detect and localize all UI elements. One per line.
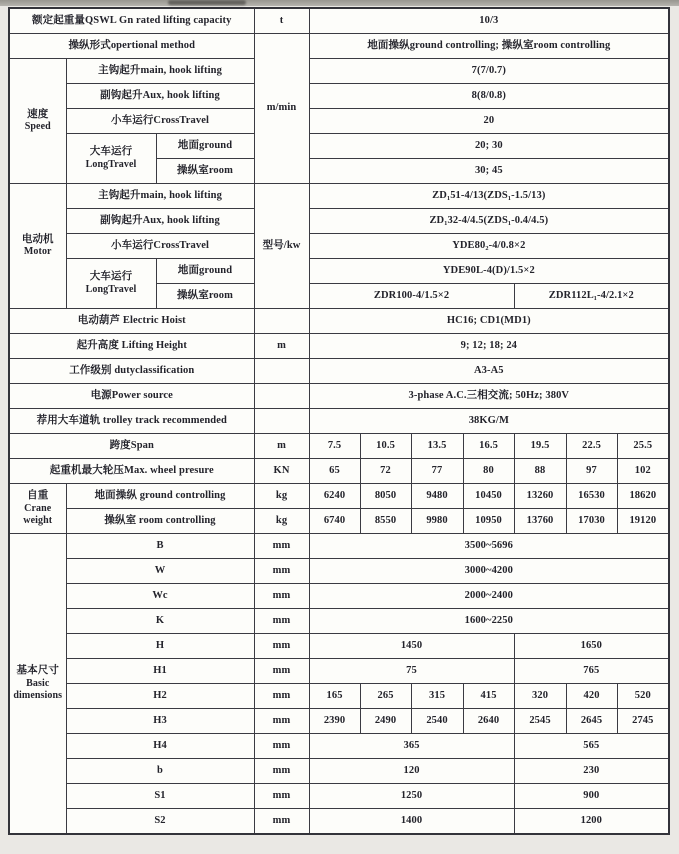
row-dim-K	[9, 609, 669, 634]
scan-edge-strip	[0, 0, 679, 6]
dim-K-label: K	[66, 609, 254, 634]
dim-S1-unit: mm	[254, 784, 309, 809]
speed-main-hook-label: 主钩起升main, hook lifting	[66, 59, 254, 84]
speed-main-hook-value: 7(7/0.7)	[309, 59, 669, 84]
dim-S1-value-left: 1250	[309, 784, 514, 809]
dim-H3-value: 2545	[514, 709, 566, 734]
lifting-height-unit: m	[254, 334, 309, 359]
row-duty-classification	[9, 359, 669, 384]
dim-H2-unit: mm	[254, 684, 309, 709]
dimensions-group-label	[9, 534, 66, 835]
span-unit: m	[254, 434, 309, 459]
weight-ground-value: 8050	[360, 484, 411, 509]
dim-W-label: W	[66, 559, 254, 584]
weight-room-value: 9980	[411, 509, 463, 534]
dim-H2-label: H2	[66, 684, 254, 709]
trolley-track-value: 38KG/M	[309, 409, 669, 434]
row-weight-room	[9, 509, 669, 534]
scan-smudge	[168, 0, 246, 5]
trolley-track-unit	[254, 409, 309, 434]
span-value: 22.5	[566, 434, 617, 459]
dim-Wc-unit: mm	[254, 584, 309, 609]
rated-capacity-label: 额定起重量QSWL Gn rated lifting capacity	[9, 8, 254, 34]
dim-H2-value: 315	[411, 684, 463, 709]
dim-H2-value: 320	[514, 684, 566, 709]
dim-b-unit: mm	[254, 759, 309, 784]
row-motor-main-hook	[9, 184, 669, 209]
dim-H4-unit: mm	[254, 734, 309, 759]
trolley-track-label: 荐用大车道轨 trolley track recommended	[9, 409, 254, 434]
motor-aux-hook-value: ZD₁32-4/4.5(ZDS₁-0.4/4.5)	[309, 209, 669, 234]
dim-B-value: 3500~5696	[309, 534, 669, 559]
motor-long-travel-zh: 大车运行	[89, 271, 133, 283]
crane-weight-group-label	[9, 484, 66, 534]
speed-group-zh: 速度	[27, 108, 49, 120]
dim-H4-value-right: 565	[514, 734, 669, 759]
row-dim-S1	[9, 784, 669, 809]
lifting-height-value: 9; 12; 18; 24	[309, 334, 669, 359]
row-operational-method	[9, 34, 669, 59]
row-dim-H1	[9, 659, 669, 684]
row-motor-long-travel-ground	[9, 259, 669, 284]
dim-Wc-label: Wc	[66, 584, 254, 609]
weight-ground-value: 16530	[566, 484, 617, 509]
row-dim-H	[9, 634, 669, 659]
row-dim-b	[9, 759, 669, 784]
span-value: 19.5	[514, 434, 566, 459]
row-dim-W	[9, 559, 669, 584]
wheel-pressure-unit: KN	[254, 459, 309, 484]
row-motor-aux-hook	[9, 209, 669, 234]
motor-group-en: Motor	[23, 246, 52, 258]
motor-lt-room-value-right: ZDR112L₁-4/2.1×2	[514, 284, 669, 309]
span-value: 16.5	[463, 434, 514, 459]
speed-long-travel-en: LongTravel	[85, 158, 137, 170]
motor-long-travel-label	[66, 259, 156, 309]
row-weight-ground	[9, 484, 669, 509]
weight-ground-unit: kg	[254, 484, 309, 509]
weight-ground-value: 13260	[514, 484, 566, 509]
dim-S1-value-right: 900	[514, 784, 669, 809]
dim-B-unit: mm	[254, 534, 309, 559]
weight-room-value: 17030	[566, 509, 617, 534]
span-value: 7.5	[309, 434, 360, 459]
crane-weight-en: Crane weight	[23, 502, 53, 526]
weight-room-label: 操纵室 room controlling	[66, 509, 254, 534]
speed-long-travel-zh: 大车运行	[89, 146, 133, 158]
dim-W-unit: mm	[254, 559, 309, 584]
weight-ground-value: 6240	[309, 484, 360, 509]
dim-H-label: H	[66, 634, 254, 659]
speed-group-label	[9, 59, 66, 184]
motor-cross-travel-label: 小车运行CrossTravel	[66, 234, 254, 259]
wheel-pressure-value: 97	[566, 459, 617, 484]
dim-H4-label: H4	[66, 734, 254, 759]
speed-lt-ground-label: 地面ground	[156, 134, 254, 159]
row-dim-H3	[9, 709, 669, 734]
weight-ground-value: 9480	[411, 484, 463, 509]
dim-H-unit: mm	[254, 634, 309, 659]
weight-room-value: 10950	[463, 509, 514, 534]
rated-capacity-unit: t	[254, 8, 309, 34]
motor-lt-ground-label: 地面ground	[156, 259, 254, 284]
motor-group-zh: 电动机	[21, 233, 54, 245]
rated-capacity-value: 10/3	[309, 8, 669, 34]
span-label: 跨度Span	[9, 434, 254, 459]
row-rated-capacity	[9, 8, 669, 34]
dim-B-label: B	[66, 534, 254, 559]
dim-S2-value-right: 1200	[514, 809, 669, 835]
row-wheel-pressure	[9, 459, 669, 484]
dim-H3-unit: mm	[254, 709, 309, 734]
wheel-pressure-value: 65	[309, 459, 360, 484]
operational-method-label: 操纵形式opertional method	[9, 34, 254, 59]
dim-H2-value: 265	[360, 684, 411, 709]
dim-S1-label: S1	[66, 784, 254, 809]
dim-H2-value: 420	[566, 684, 617, 709]
dim-H-value-right: 1650	[514, 634, 669, 659]
dim-H-value-left: 1450	[309, 634, 514, 659]
weight-ground-value: 10450	[463, 484, 514, 509]
electric-hoist-unit	[254, 309, 309, 334]
power-source-value: 3-phase A.C.三相交流; 50Hz; 380V	[309, 384, 669, 409]
row-span	[9, 434, 669, 459]
row-dim-S2	[9, 809, 669, 835]
dim-H3-value: 2390	[309, 709, 360, 734]
dim-b-value-left: 120	[309, 759, 514, 784]
wheel-pressure-label: 起重机最大轮压Max. wheel presure	[9, 459, 254, 484]
row-power-source	[9, 384, 669, 409]
row-dim-Wc	[9, 584, 669, 609]
dim-H2-value: 415	[463, 684, 514, 709]
speed-lt-ground-value: 20; 30	[309, 134, 669, 159]
dim-H3-value: 2745	[617, 709, 669, 734]
dim-K-unit: mm	[254, 609, 309, 634]
crane-spec-table	[8, 7, 670, 835]
weight-ground-label: 地面操纵 ground controlling	[66, 484, 254, 509]
dim-S2-label: S2	[66, 809, 254, 835]
power-source-unit	[254, 384, 309, 409]
dimensions-group-en: Basic dimensions	[13, 677, 63, 701]
duty-classification-label: 工作级别 dutyclassification	[9, 359, 254, 384]
weight-room-value: 13760	[514, 509, 566, 534]
duty-classification-unit	[254, 359, 309, 384]
dim-H2-value: 520	[617, 684, 669, 709]
weight-room-value: 8550	[360, 509, 411, 534]
speed-lt-room-label: 操纵室room	[156, 159, 254, 184]
motor-unit: 型号/kw	[254, 184, 309, 309]
dim-H1-value-left: 75	[309, 659, 514, 684]
row-trolley-track	[9, 409, 669, 434]
wheel-pressure-value: 80	[463, 459, 514, 484]
speed-aux-hook-value: 8(8/0.8)	[309, 84, 669, 109]
dim-H3-label: H3	[66, 709, 254, 734]
speed-cross-travel-label: 小车运行CrossTravel	[66, 109, 254, 134]
span-value: 25.5	[617, 434, 669, 459]
wheel-pressure-value: 77	[411, 459, 463, 484]
row-speed-main-hook	[9, 59, 669, 84]
speed-cross-travel-value: 20	[309, 109, 669, 134]
motor-main-hook-label: 主钩起升main, hook lifting	[66, 184, 254, 209]
motor-aux-hook-label: 副钩起升Aux, hook lifting	[66, 209, 254, 234]
dim-H4-value-left: 365	[309, 734, 514, 759]
dim-H3-value: 2540	[411, 709, 463, 734]
weight-ground-value: 18620	[617, 484, 669, 509]
motor-main-hook-value: ZD₁51-4/13(ZDS₁-1.5/13)	[309, 184, 669, 209]
dim-b-value-right: 230	[514, 759, 669, 784]
weight-room-value: 6740	[309, 509, 360, 534]
dim-H1-value-right: 765	[514, 659, 669, 684]
wheel-pressure-value: 102	[617, 459, 669, 484]
dim-H1-label: H1	[66, 659, 254, 684]
motor-cross-travel-value: YDE80₂-4/0.8×2	[309, 234, 669, 259]
speed-group-en: Speed	[24, 121, 51, 133]
dim-H1-unit: mm	[254, 659, 309, 684]
motor-lt-room-label: 操纵室room	[156, 284, 254, 309]
speed-long-travel-label	[66, 134, 156, 184]
electric-hoist-label: 电动葫芦 Electric Hoist	[9, 309, 254, 334]
operational-method-value: 地面操纵ground controlling; 操纵室room controlling	[309, 34, 669, 59]
dim-H3-value: 2645	[566, 709, 617, 734]
crane-weight-zh: 自重	[27, 490, 49, 502]
dim-S2-unit: mm	[254, 809, 309, 835]
lifting-height-label: 起升高度 Lifting Height	[9, 334, 254, 359]
speed-unit: m/min	[254, 34, 309, 184]
motor-long-travel-en: LongTravel	[85, 283, 137, 295]
dim-K-value: 1600~2250	[309, 609, 669, 634]
dim-H2-value: 165	[309, 684, 360, 709]
span-value: 13.5	[411, 434, 463, 459]
dim-S2-value-left: 1400	[309, 809, 514, 835]
speed-aux-hook-label: 副钩起升Aux, hook lifting	[66, 84, 254, 109]
row-lifting-height	[9, 334, 669, 359]
row-motor-cross-travel	[9, 234, 669, 259]
electric-hoist-value: HC16; CD1(MD1)	[309, 309, 669, 334]
dim-W-value: 3000~4200	[309, 559, 669, 584]
motor-lt-ground-value: YDE90L-4(D)/1.5×2	[309, 259, 669, 284]
dim-H3-value: 2640	[463, 709, 514, 734]
dim-Wc-value: 2000~2400	[309, 584, 669, 609]
row-speed-cross-travel	[9, 109, 669, 134]
row-speed-long-travel-ground	[9, 134, 669, 159]
power-source-label: 电源Power source	[9, 384, 254, 409]
row-speed-aux-hook	[9, 84, 669, 109]
row-dim-H2	[9, 684, 669, 709]
wheel-pressure-value: 72	[360, 459, 411, 484]
row-dim-H4	[9, 734, 669, 759]
weight-room-value: 19120	[617, 509, 669, 534]
dimensions-group-zh: 基本尺寸	[16, 665, 59, 677]
span-value: 10.5	[360, 434, 411, 459]
motor-group-label	[9, 184, 66, 309]
motor-lt-room-value-left: ZDR100-4/1.5×2	[309, 284, 514, 309]
weight-room-unit: kg	[254, 509, 309, 534]
dim-b-label: b	[66, 759, 254, 784]
row-electric-hoist	[9, 309, 669, 334]
wheel-pressure-value: 88	[514, 459, 566, 484]
speed-lt-room-value: 30; 45	[309, 159, 669, 184]
row-dim-B	[9, 534, 669, 559]
dim-H3-value: 2490	[360, 709, 411, 734]
duty-classification-value: A3-A5	[309, 359, 669, 384]
